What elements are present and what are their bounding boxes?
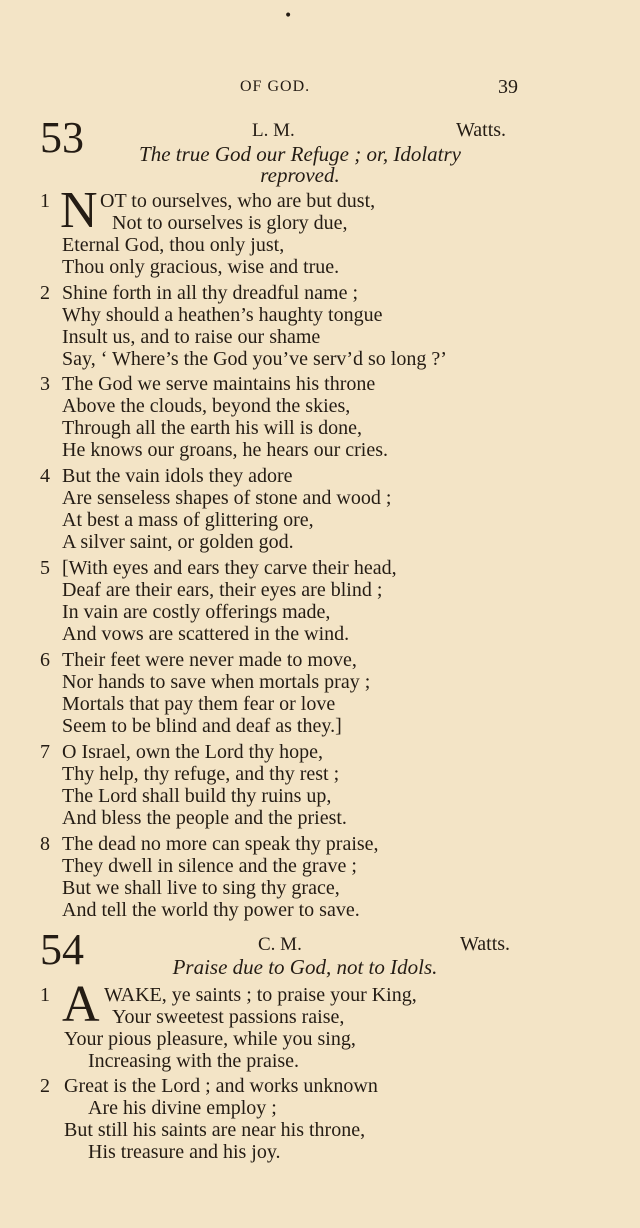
- verse-line: A silver saint, or golden god.: [62, 531, 294, 553]
- hymn-number: 54: [40, 925, 84, 974]
- verse-number: 1: [40, 984, 50, 1006]
- verse-line: OT to ourselves, who are but dust,: [100, 190, 376, 212]
- verse-line: Are his divine employ ;: [88, 1097, 277, 1119]
- verse-line: Your pious pleasure, while you sing,: [64, 1028, 356, 1050]
- drop-cap: N: [60, 182, 98, 239]
- drop-cap: A: [62, 976, 100, 1033]
- verse-line: At best a mass of glittering ore,: [62, 509, 314, 531]
- verse-line: Nor hands to save when mortals pray ;: [62, 671, 371, 693]
- verse-number: 3: [40, 373, 50, 395]
- hymn-title: Praise due to God, not to Idols.: [172, 955, 438, 979]
- verse-line: The God we serve maintains his throne: [62, 373, 376, 395]
- verse-line: Increasing with the praise.: [88, 1050, 300, 1072]
- verse-line: Not to ourselves is glory due,: [112, 212, 348, 234]
- verse-line: Thy help, thy refuge, and thy rest ;: [62, 763, 340, 785]
- verse-line: Your sweetest passions raise,: [112, 1006, 345, 1028]
- hymn-title-continued: reproved.: [260, 163, 340, 187]
- verse-line: Mortals that pay them fear or love: [62, 693, 336, 715]
- page-mark: •: [284, 8, 293, 24]
- verse-line: And tell the world thy power to save.: [62, 899, 360, 921]
- verse-number: 2: [40, 1075, 50, 1097]
- page-number: 39: [498, 76, 518, 98]
- verse-line: They dwell in silence and the grave ;: [62, 855, 357, 877]
- hymn-meter: L. M.: [252, 120, 295, 141]
- verse-line: And vows are scattered in the wind.: [62, 623, 350, 645]
- verse-number: 7: [40, 741, 50, 763]
- verse-line: Why should a heathen’s haughty tongue: [62, 304, 383, 326]
- running-head: OF GOD.: [240, 78, 311, 95]
- verse-line: In vain are costly offerings made,: [62, 601, 331, 623]
- hymn-author: Watts.: [460, 933, 511, 955]
- verse-line: Seem to be blind and deaf as they.]: [62, 715, 342, 737]
- verse-number: 1: [40, 190, 50, 212]
- verse-line: Insult us, and to raise our shame: [62, 326, 321, 348]
- verse-line: Thou only gracious, wise and true.: [62, 256, 340, 278]
- verse-number: 8: [40, 833, 50, 855]
- verse-line: The Lord shall build thy ruins up,: [62, 785, 332, 807]
- verse-line: Say, ‘ Where’s the God you’ve serv’d so long ?’: [62, 348, 447, 370]
- verse-line: Are senseless shapes of stone and wood ;: [62, 487, 392, 509]
- verse-line: Through all the earth his will is done,: [62, 417, 362, 439]
- verse-number: 4: [40, 465, 50, 487]
- verse-line: WAKE, ye saints ; to praise your King,: [104, 984, 417, 1006]
- verse-line: But we shall live to sing thy grace,: [62, 877, 340, 899]
- verse-line: Eternal God, thou only just,: [62, 234, 285, 256]
- verse-line: Great is the Lord ; and works unknown: [64, 1075, 378, 1097]
- verse-line: His treasure and his joy.: [88, 1141, 281, 1163]
- verse-line: Above the clouds, beyond the skies,: [62, 395, 351, 417]
- hymn-number: 53: [40, 113, 84, 162]
- verse-line: Deaf are their ears, their eyes are blind ;: [62, 579, 383, 601]
- verse-line: O Israel, own the Lord thy hope,: [62, 741, 324, 763]
- verse-line: Their feet were never made to move,: [62, 649, 357, 671]
- verse-line: And bless the people and the priest.: [62, 807, 347, 829]
- verse-number: 2: [40, 282, 50, 304]
- hymn-author: Watts.: [456, 119, 507, 141]
- hymn-meter: C. M.: [258, 934, 302, 955]
- verse-line: The dead no more can speak thy praise,: [62, 833, 379, 855]
- verse-line: Shine forth in all thy dreadful name ;: [62, 282, 359, 304]
- verse-line: But still his saints are near his throne,: [64, 1119, 366, 1141]
- hymn-title: The true God our Refuge ; or, Idolatry: [139, 142, 461, 166]
- verse-line: He knows our groans, he hears our cries.: [62, 439, 389, 461]
- verse-number: 5: [40, 557, 50, 579]
- verse-number: 6: [40, 649, 50, 671]
- verse-line: [With eyes and ears they carve their head,: [62, 557, 397, 579]
- verse-line: But the vain idols they adore: [62, 465, 293, 487]
